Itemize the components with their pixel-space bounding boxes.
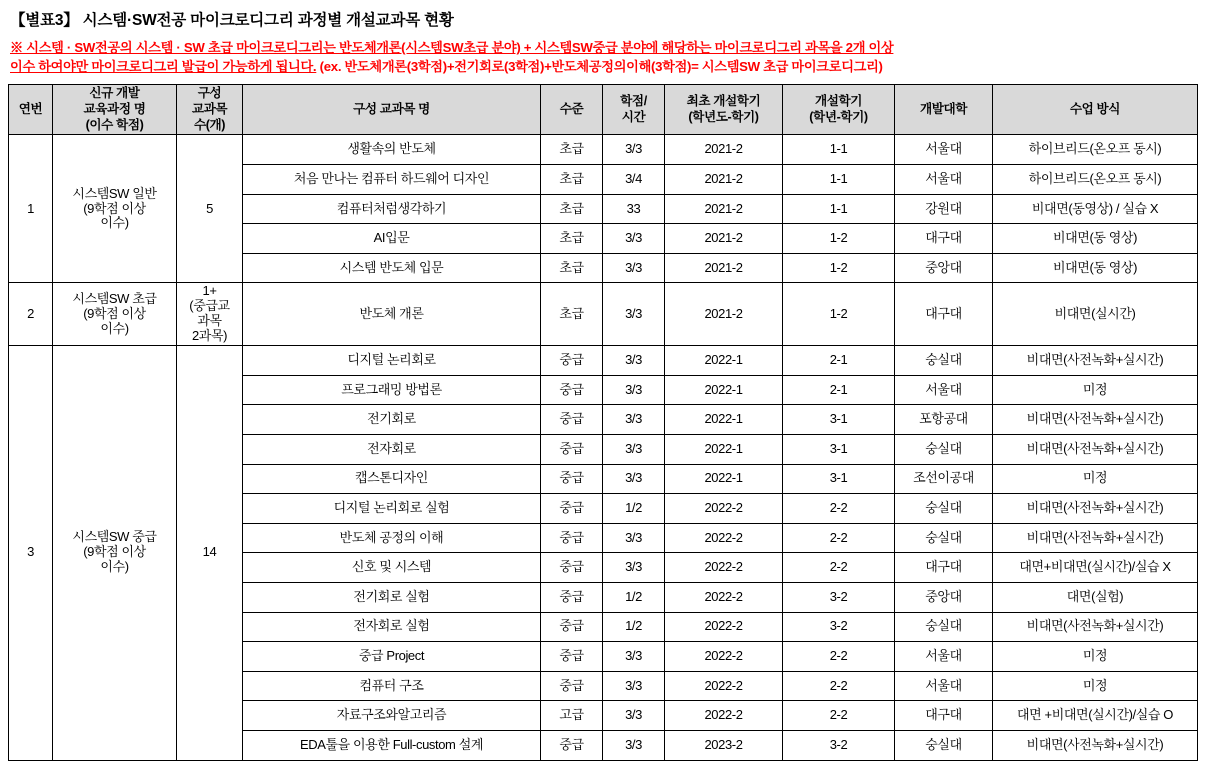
cell-level: 중급 bbox=[541, 553, 603, 583]
cell-university: 조선이공대 bbox=[895, 464, 993, 494]
cell-no: 3 bbox=[9, 346, 53, 760]
cell-credit: 3/3 bbox=[603, 375, 665, 405]
cell-mode: 미정 bbox=[993, 375, 1198, 405]
cell-credit: 3/3 bbox=[603, 642, 665, 672]
cell-mode: 비대면(사전녹화+실시간) bbox=[993, 523, 1198, 553]
cell-subject: 신호 및 시스템 bbox=[243, 553, 541, 583]
header-university: 개발대학 bbox=[895, 85, 993, 135]
cell-subject: 중급 Project bbox=[243, 642, 541, 672]
cell-mode: 대면+비대면(실시간)/실습 X bbox=[993, 553, 1198, 583]
cell-subject: 시스템 반도체 입문 bbox=[243, 253, 541, 283]
cell-first-open: 2021-2 bbox=[665, 194, 783, 224]
cell-subject-count: 5 bbox=[177, 135, 243, 283]
cell-level: 중급 bbox=[541, 612, 603, 642]
cell-first-open: 2021-2 bbox=[665, 253, 783, 283]
note-line-2-example: (ex. 반도체개론(3학점)+전기회로(3학점)+반도체공정의이해(3학점)= 시스템SW 초급 마이크로디그리) bbox=[316, 59, 883, 75]
cell-level: 중급 bbox=[541, 671, 603, 701]
cell-open-term: 1-1 bbox=[783, 165, 895, 195]
cell-first-open: 2022-2 bbox=[665, 494, 783, 524]
note-line-2: 이수 하여야만 마이크로디그리 발급이 가능하게 됩니다. bbox=[10, 59, 317, 75]
cell-credit: 3/3 bbox=[603, 434, 665, 464]
cell-level: 중급 bbox=[541, 494, 603, 524]
cell-university: 대구대 bbox=[895, 553, 993, 583]
cell-mode: 대면 +비대면(실시간)/실습 O bbox=[993, 701, 1198, 731]
cell-level: 중급 bbox=[541, 464, 603, 494]
cell-subject: 전자회로 실험 bbox=[243, 612, 541, 642]
cell-credit: 3/3 bbox=[603, 346, 665, 376]
cell-subject: 캡스톤디자인 bbox=[243, 464, 541, 494]
cell-open-term: 2-1 bbox=[783, 375, 895, 405]
cell-university: 숭실대 bbox=[895, 494, 993, 524]
cell-open-term: 1-2 bbox=[783, 224, 895, 254]
cell-open-term: 2-2 bbox=[783, 642, 895, 672]
cell-subject: 반도체 공정의 이해 bbox=[243, 523, 541, 553]
cell-subject-count: 1+ (중급교 과목 2과목) bbox=[177, 283, 243, 346]
cell-credit: 3/4 bbox=[603, 165, 665, 195]
table-row bbox=[9, 346, 1198, 376]
cell-group-name: 시스템SW 일반 (9학점 이상 이수) bbox=[53, 135, 177, 283]
header-count: 구성 교과목 수(개) bbox=[177, 85, 243, 135]
cell-subject: 반도체 개론 bbox=[243, 283, 541, 346]
cell-first-open: 2021-2 bbox=[665, 165, 783, 195]
cell-subject: 컴퓨터처럼생각하기 bbox=[243, 194, 541, 224]
table-header-row bbox=[9, 85, 1198, 135]
cell-credit: 3/3 bbox=[603, 523, 665, 553]
cell-open-term: 2-2 bbox=[783, 701, 895, 731]
cell-level: 중급 bbox=[541, 405, 603, 435]
cell-subject: EDA툴을 이용한 Full-custom 설계 bbox=[243, 730, 541, 760]
cell-first-open: 2022-2 bbox=[665, 701, 783, 731]
table-body bbox=[9, 135, 1198, 760]
table-row bbox=[9, 283, 1198, 346]
cell-university: 숭실대 bbox=[895, 730, 993, 760]
cell-first-open: 2021-2 bbox=[665, 283, 783, 346]
page-title: 【별표3】 시스템·SW전공 마이크로디그리 과정별 개설교과목 현황 bbox=[10, 12, 454, 29]
cell-open-term: 1-2 bbox=[783, 283, 895, 346]
header-open-term: 개설학기 (학년-학기) bbox=[783, 85, 895, 135]
cell-level: 중급 bbox=[541, 434, 603, 464]
cell-credit: 3/3 bbox=[603, 464, 665, 494]
cell-university: 서울대 bbox=[895, 375, 993, 405]
cell-first-open: 2022-1 bbox=[665, 434, 783, 464]
cell-group-name: 시스템SW 중급 (9학점 이상 이수) bbox=[53, 346, 177, 760]
curriculum-table bbox=[8, 84, 1198, 760]
cell-first-open: 2022-2 bbox=[665, 671, 783, 701]
cell-credit: 1/2 bbox=[603, 582, 665, 612]
cell-mode: 대면(실험) bbox=[993, 582, 1198, 612]
cell-level: 중급 bbox=[541, 375, 603, 405]
cell-credit: 3/3 bbox=[603, 730, 665, 760]
cell-open-term: 3-1 bbox=[783, 434, 895, 464]
cell-open-term: 2-2 bbox=[783, 494, 895, 524]
cell-open-term: 1-1 bbox=[783, 135, 895, 165]
cell-first-open: 2022-2 bbox=[665, 642, 783, 672]
cell-mode: 비대면(사전녹화+실시간) bbox=[993, 434, 1198, 464]
cell-university: 서울대 bbox=[895, 135, 993, 165]
cell-level: 고급 bbox=[541, 701, 603, 731]
cell-first-open: 2022-2 bbox=[665, 553, 783, 583]
cell-credit: 3/3 bbox=[603, 253, 665, 283]
cell-university: 서울대 bbox=[895, 642, 993, 672]
cell-mode: 비대면(사전녹화+실시간) bbox=[993, 730, 1198, 760]
cell-subject: 컴퓨터 구조 bbox=[243, 671, 541, 701]
cell-subject: 디지털 논리회로 bbox=[243, 346, 541, 376]
cell-open-term: 3-1 bbox=[783, 464, 895, 494]
cell-university: 중앙대 bbox=[895, 582, 993, 612]
cell-first-open: 2023-2 bbox=[665, 730, 783, 760]
cell-credit: 3/3 bbox=[603, 135, 665, 165]
cell-subject: 처음 만나는 컴퓨터 하드웨어 디자인 bbox=[243, 165, 541, 195]
cell-level: 초급 bbox=[541, 253, 603, 283]
cell-open-term: 2-2 bbox=[783, 553, 895, 583]
cell-credit: 3/3 bbox=[603, 405, 665, 435]
cell-subject: 디지털 논리회로 실험 bbox=[243, 494, 541, 524]
cell-university: 포항공대 bbox=[895, 405, 993, 435]
header-credit: 학점/ 시간 bbox=[603, 85, 665, 135]
cell-open-term: 2-2 bbox=[783, 523, 895, 553]
cell-level: 초급 bbox=[541, 224, 603, 254]
cell-no: 1 bbox=[9, 135, 53, 283]
cell-university: 서울대 bbox=[895, 165, 993, 195]
cell-open-term: 3-2 bbox=[783, 730, 895, 760]
cell-mode: 미정 bbox=[993, 671, 1198, 701]
cell-level: 중급 bbox=[541, 346, 603, 376]
table-row bbox=[9, 135, 1198, 165]
header-mode: 수업 방식 bbox=[993, 85, 1198, 135]
cell-open-term: 3-1 bbox=[783, 405, 895, 435]
cell-first-open: 2022-1 bbox=[665, 405, 783, 435]
cell-university: 대구대 bbox=[895, 283, 993, 346]
cell-level: 초급 bbox=[541, 135, 603, 165]
cell-subject: AI입문 bbox=[243, 224, 541, 254]
cell-mode: 비대면(동영상) / 실습 X bbox=[993, 194, 1198, 224]
cell-credit: 3/3 bbox=[603, 701, 665, 731]
cell-subject-count: 14 bbox=[177, 346, 243, 760]
cell-university: 숭실대 bbox=[895, 612, 993, 642]
cell-university: 숭실대 bbox=[895, 346, 993, 376]
cell-first-open: 2022-2 bbox=[665, 612, 783, 642]
cell-university: 강원대 bbox=[895, 194, 993, 224]
cell-university: 숭실대 bbox=[895, 523, 993, 553]
note-line-1: ※ 시스템 · SW전공의 시스템 · SW 초급 마이크로디그리는 반도체개론(시스템SW초급 분야) + 시스템SW중급 분야에 해당하는 마이크로디그리 과목을 2개 이상 bbox=[10, 40, 894, 55]
header-subject: 구성 교과목 명 bbox=[243, 85, 541, 135]
cell-mode: 비대면(동 영상) bbox=[993, 224, 1198, 254]
header-no: 연번 bbox=[9, 85, 53, 135]
cell-open-term: 2-2 bbox=[783, 671, 895, 701]
cell-subject: 전자회로 bbox=[243, 434, 541, 464]
header-group: 신규 개발 교육과정 명 (이수 학점) bbox=[53, 85, 177, 135]
cell-university: 숭실대 bbox=[895, 434, 993, 464]
cell-credit: 1/2 bbox=[603, 494, 665, 524]
cell-credit: 33 bbox=[603, 194, 665, 224]
cell-first-open: 2022-2 bbox=[665, 582, 783, 612]
cell-open-term: 1-1 bbox=[783, 194, 895, 224]
cell-mode: 미정 bbox=[993, 464, 1198, 494]
cell-first-open: 2021-2 bbox=[665, 135, 783, 165]
cell-open-term: 3-2 bbox=[783, 612, 895, 642]
cell-first-open: 2022-1 bbox=[665, 346, 783, 376]
cell-subject: 전기회로 bbox=[243, 405, 541, 435]
cell-mode: 비대면(사전녹화+실시간) bbox=[993, 612, 1198, 642]
cell-first-open: 2021-2 bbox=[665, 224, 783, 254]
cell-first-open: 2022-1 bbox=[665, 375, 783, 405]
cell-credit: 3/3 bbox=[603, 283, 665, 346]
cell-mode: 비대면(사전녹화+실시간) bbox=[993, 346, 1198, 376]
cell-level: 초급 bbox=[541, 165, 603, 195]
cell-subject: 프로그래밍 방법론 bbox=[243, 375, 541, 405]
cell-level: 초급 bbox=[541, 194, 603, 224]
cell-mode: 하이브리드(온오프 동시) bbox=[993, 135, 1198, 165]
cell-credit: 3/3 bbox=[603, 553, 665, 583]
header-level: 수준 bbox=[541, 85, 603, 135]
cell-university: 대구대 bbox=[895, 224, 993, 254]
cell-level: 초급 bbox=[541, 283, 603, 346]
cell-mode: 비대면(사전녹화+실시간) bbox=[993, 405, 1198, 435]
cell-level: 중급 bbox=[541, 582, 603, 612]
cell-credit: 3/3 bbox=[603, 224, 665, 254]
note-block bbox=[10, 38, 1197, 76]
cell-subject: 전기회로 실험 bbox=[243, 582, 541, 612]
cell-credit: 1/2 bbox=[603, 612, 665, 642]
cell-first-open: 2022-2 bbox=[665, 523, 783, 553]
cell-level: 중급 bbox=[541, 730, 603, 760]
cell-group-name: 시스템SW 초급 (9학점 이상 이수) bbox=[53, 283, 177, 346]
cell-mode: 비대면(실시간) bbox=[993, 283, 1198, 346]
cell-university: 서울대 bbox=[895, 671, 993, 701]
cell-level: 중급 bbox=[541, 642, 603, 672]
header-first-open: 최초 개설학기 (학년도-학기) bbox=[665, 85, 783, 135]
cell-first-open: 2022-1 bbox=[665, 464, 783, 494]
cell-subject: 생활속의 반도체 bbox=[243, 135, 541, 165]
cell-subject: 자료구조와알고리즘 bbox=[243, 701, 541, 731]
cell-open-term: 1-2 bbox=[783, 253, 895, 283]
cell-level: 중급 bbox=[541, 523, 603, 553]
cell-mode: 하이브리드(온오프 동시) bbox=[993, 165, 1198, 195]
cell-open-term: 2-1 bbox=[783, 346, 895, 376]
cell-mode: 미정 bbox=[993, 642, 1198, 672]
cell-mode: 비대면(동 영상) bbox=[993, 253, 1198, 283]
cell-credit: 3/3 bbox=[603, 671, 665, 701]
cell-university: 대구대 bbox=[895, 701, 993, 731]
cell-open-term: 3-2 bbox=[783, 582, 895, 612]
cell-mode: 비대면(사전녹화+실시간) bbox=[993, 494, 1198, 524]
cell-no: 2 bbox=[9, 283, 53, 346]
cell-university: 중앙대 bbox=[895, 253, 993, 283]
